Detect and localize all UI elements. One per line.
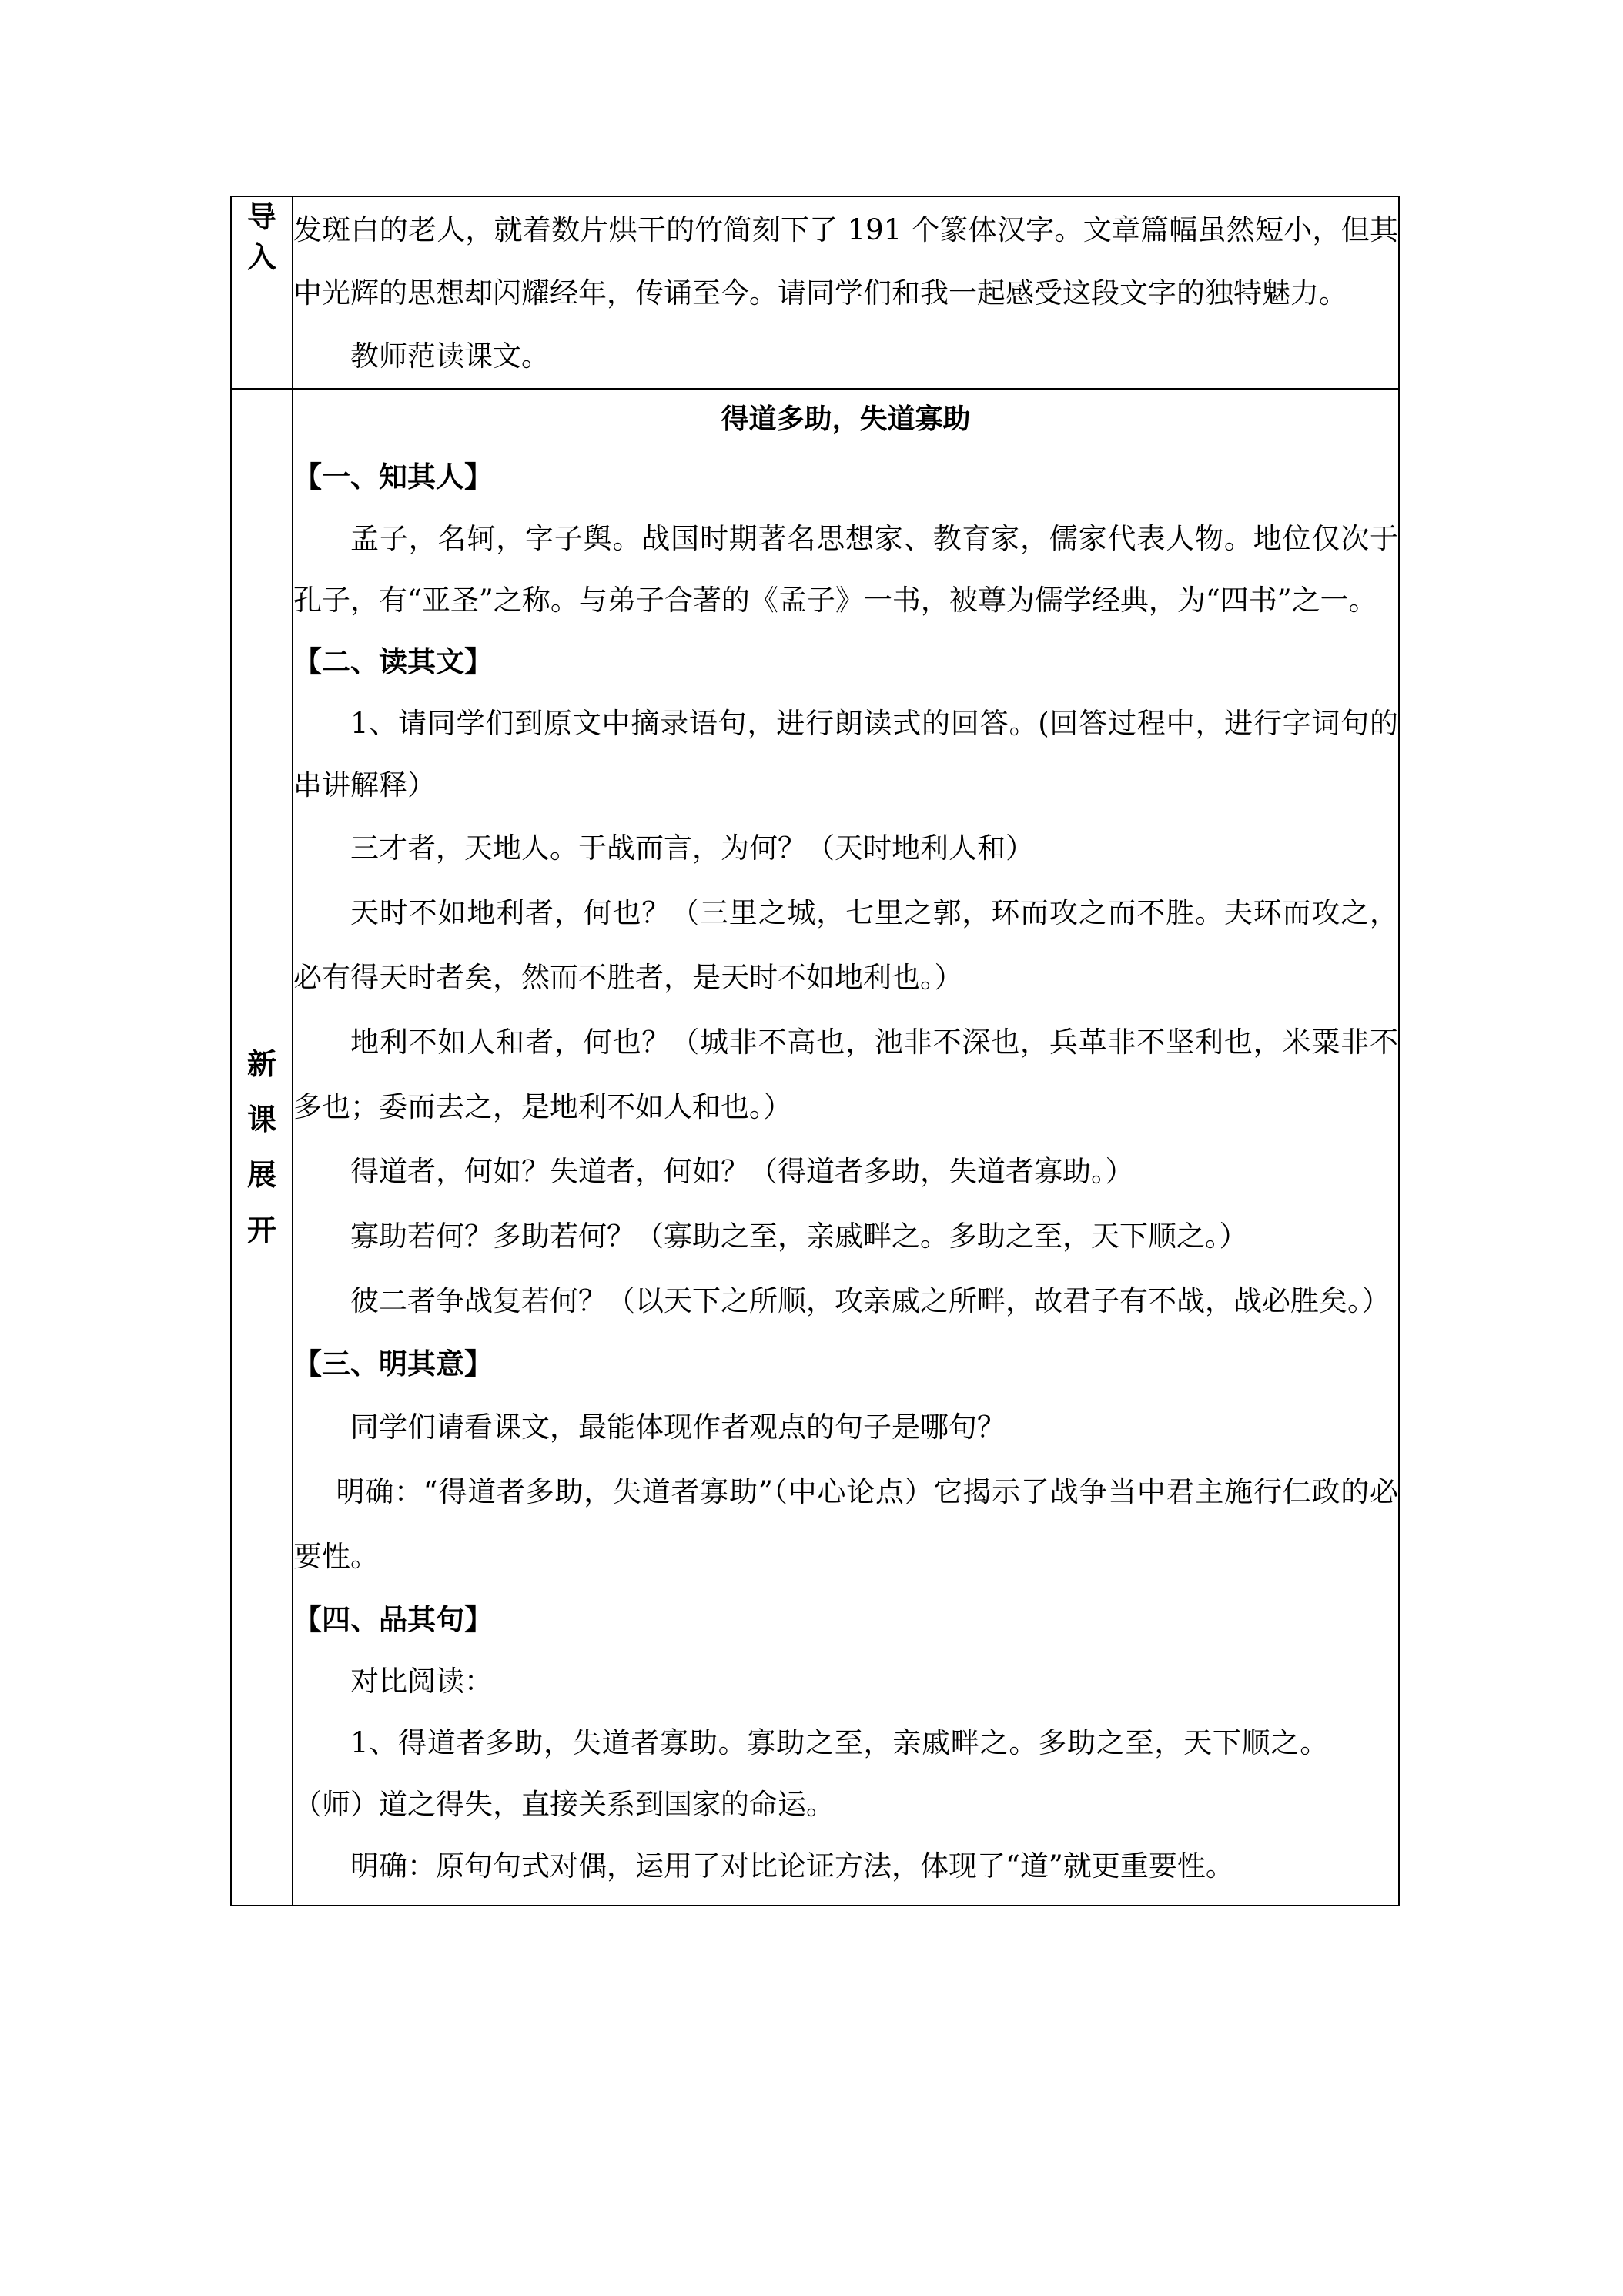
section-4-paragraph: 对比阅读： bbox=[350, 1665, 493, 1698]
section-2-qa: 彼二者争战复若何？（以天下之所顺，攻亲戚之所畔，故君子有不战，战必胜矣。） bbox=[350, 1284, 1390, 1317]
intro-label-char: 导 bbox=[246, 200, 276, 234]
section-4-comparison-sentence: 1、得道者多助，失道者寡助。寡助之至，亲戚畔之。多助之至，天下顺之。 bbox=[350, 1726, 1329, 1759]
main-label-char: 新 bbox=[246, 1047, 276, 1081]
intro-paragraph: 发斑白的老人，就着数片烘干的竹简刻下了 191 个篆体汉字。文章篇幅虽然短小，但其中光辉的思想却闪耀经年，传诵至今。请同学们和我一起感受这段文字的独特魅力。 bbox=[293, 213, 1398, 310]
section-heading-1: 【一、知其人】 bbox=[293, 460, 493, 494]
section-1-paragraph: 孟子，名轲，字子舆。战国时期著名思想家、教育家，儒家代表人物。地位仅次于孔子，有“亚圣”之称。与弟子合著的《孟子》一书，被尊为儒学经典，为“四书”之一。 bbox=[293, 522, 1398, 617]
section-4-paragraph: 明确：原句句式对偶，运用了对比论证方法，体现了“道”就更重要性。 bbox=[350, 1849, 1234, 1883]
main-label-char: 开 bbox=[246, 1213, 276, 1247]
section-2-paragraph: 1、请同学们到原文中摘录语句，进行朗读式的回答。(回答过程中，进行字词句的串讲解释） bbox=[293, 707, 1398, 802]
main-row bbox=[231, 389, 1399, 1906]
main-label-char: 课 bbox=[246, 1103, 276, 1136]
main-content-cell bbox=[293, 389, 1399, 1906]
section-3-paragraph: 明确：“得道者多助，失道者寡助”（中心论点）它揭示了战争当中君主施行仁政的必要性。 bbox=[293, 1475, 1398, 1573]
intro-content-cell bbox=[293, 196, 1399, 389]
lesson-title: 得道多助，失道寡助 bbox=[721, 403, 971, 435]
intro-label-char: 入 bbox=[246, 240, 276, 274]
section-4-teacher-note: （师）道之得失，直接关系到国家的命运。 bbox=[293, 1788, 835, 1821]
main-label-char: 展 bbox=[246, 1158, 276, 1192]
section-2-qa: 三才者，天地人。于战而言，为何？（天时地利人和） bbox=[350, 832, 1034, 865]
main-label-cell bbox=[231, 389, 293, 1906]
section-2-qa: 得道者，何如？失道者，何如？（得道者多助，失道者寡助。） bbox=[350, 1155, 1134, 1188]
section-heading-2: 【二、读其文】 bbox=[293, 645, 493, 678]
section-4-paragraph bbox=[293, 1712, 1398, 1836]
section-heading-3: 【三、明其意】 bbox=[293, 1347, 493, 1381]
section-2-qa: 天时不如地利者，何也？（三里之城，七里之郭，环而攻之而不胜。夫环而攻之，必有得天时者矣，然而不胜者，是天时不如地利也。） bbox=[293, 896, 1398, 994]
section-2-qa: 地利不如人和者，何也？（城非不高也，池非不深也，兵革非不坚利也，米粟非不多也；委而去之，是地利不如人和也。） bbox=[293, 1026, 1398, 1123]
section-2-qa: 寡助若何？多助若何？（寡助之至，亲戚畔之。多助之至，天下顺之。） bbox=[350, 1220, 1248, 1253]
section-heading-4: 【四、品其句】 bbox=[293, 1603, 493, 1636]
lesson-plan-table bbox=[230, 196, 1400, 1906]
intro-paragraph: 教师范读课文。 bbox=[350, 340, 550, 373]
intro-row bbox=[231, 196, 1399, 389]
section-3-paragraph: 同学们请看课文，最能体现作者观点的句子是哪句？ bbox=[350, 1411, 1006, 1444]
intro-label-cell bbox=[231, 196, 293, 389]
